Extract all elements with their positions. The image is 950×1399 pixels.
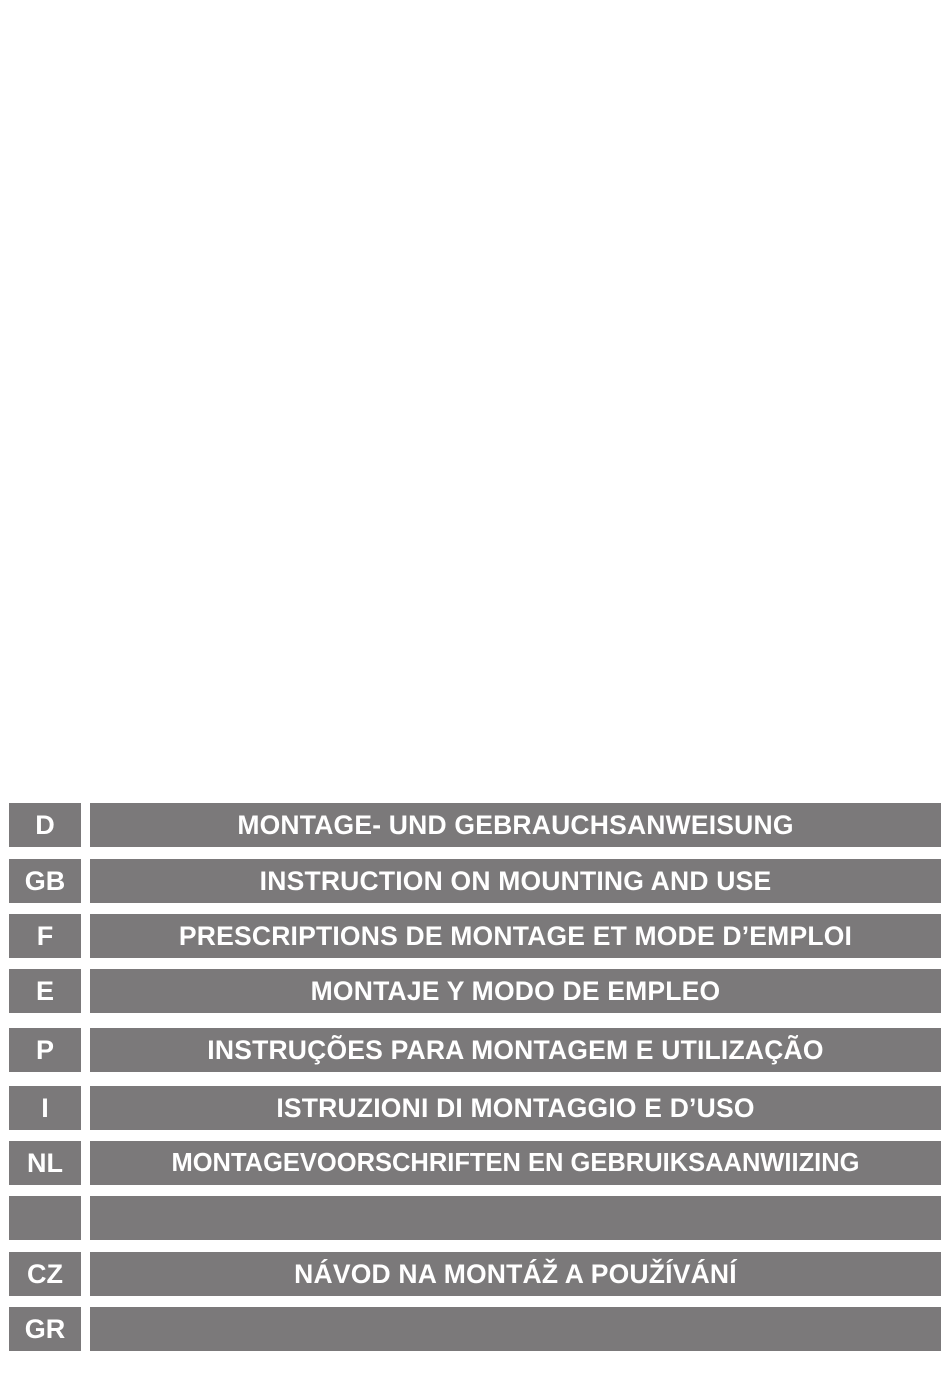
language-code: E xyxy=(9,969,81,1013)
language-row-gb xyxy=(9,859,941,903)
language-code: P xyxy=(9,1028,81,1072)
language-row-d xyxy=(9,803,941,847)
language-code: GR xyxy=(9,1307,81,1351)
language-code xyxy=(9,1196,81,1240)
language-row-gr xyxy=(9,1307,941,1351)
language-code: GB xyxy=(9,859,81,903)
language-title: MONTAGEVOORSCHRIFTEN EN GEBRUIKSAANWIIZING xyxy=(90,1141,941,1185)
language-row-i xyxy=(9,1086,941,1130)
language-title xyxy=(90,1307,941,1351)
language-title: NÁVOD NA MONTÁŽ A POUŽÍVÁNÍ xyxy=(90,1252,941,1296)
language-row-nl xyxy=(9,1141,941,1185)
language-title: MONTAJE Y MODO DE EMPLEO xyxy=(90,969,941,1013)
language-title: INSTRUCTION ON MOUNTING AND USE xyxy=(90,859,941,903)
language-row-e xyxy=(9,969,941,1013)
language-code: F xyxy=(9,914,81,958)
language-row-empty xyxy=(9,1196,941,1240)
language-row-p xyxy=(9,1028,941,1072)
language-code: NL xyxy=(9,1141,81,1185)
language-title: INSTRUÇÕES PARA MONTAGEM E UTILIZAÇÃO xyxy=(90,1028,941,1072)
language-title xyxy=(90,1196,941,1240)
language-title: PRESCRIPTIONS DE MONTAGE ET MODE D’EMPLOI xyxy=(90,914,941,958)
language-code: I xyxy=(9,1086,81,1130)
language-title: MONTAGE- UND GEBRAUCHSANWEISUNG xyxy=(90,803,941,847)
language-code: D xyxy=(9,803,81,847)
language-code: CZ xyxy=(9,1252,81,1296)
language-row-f xyxy=(9,914,941,958)
language-index-table xyxy=(9,0,941,1399)
language-row-cz xyxy=(9,1252,941,1296)
language-title: ISTRUZIONI DI MONTAGGIO E D’USO xyxy=(90,1086,941,1130)
